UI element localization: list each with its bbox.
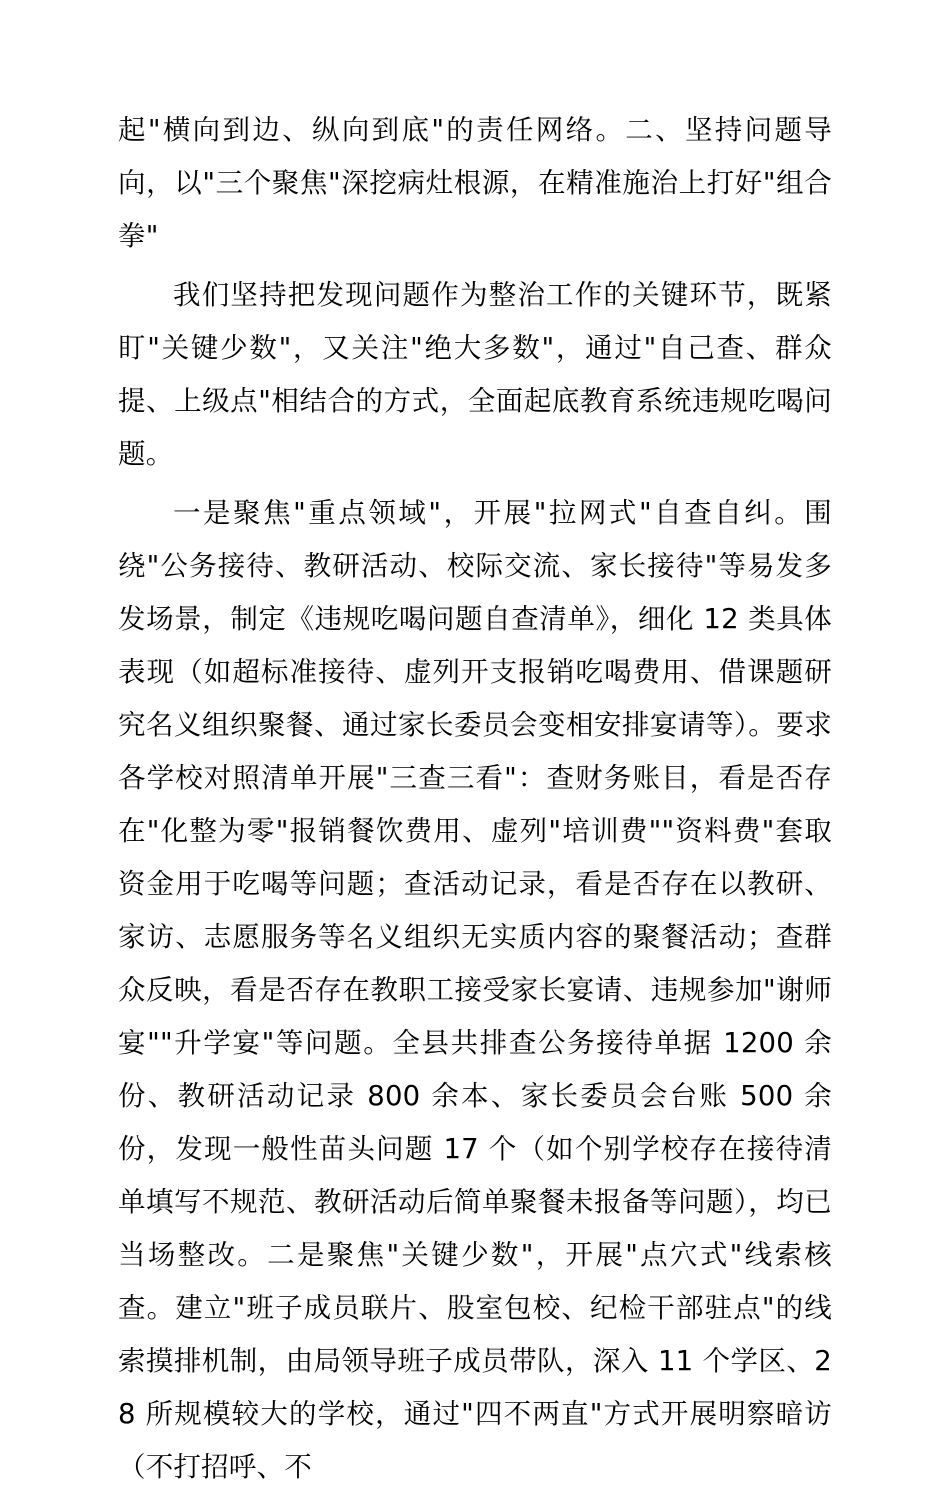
paragraph-1: 起"横向到边、纵向到底"的责任网络。二、坚持问题导向，以"三个聚焦"深挖病灶根源，在精准施治上打好"组合拳" [118,114,832,252]
paragraph-2: 我们坚持把发现问题作为整治工作的关键环节，既紧盯"关键少数"，又关注"绝大多数"，通过"自己查、群众提、上级点"相结合的方式，全面起底教育系统违规吃喝问题。 [118,279,832,470]
paragraph-3: 一是聚焦"重点领域"，开展"拉网式"自查自纠。围绕"公务接待、教研活动、校际交流、家长接待"等易发多发场景，制定《违规吃喝问题自查清单》，细化 12 类具体表现（如超标准接待、虚列开支报销吃喝费用、借课题研究名义组织聚餐、通过家长委员会变相安排宴请等）。要求各学校对照清单开展"三查三看"：查财务账目，看是否存在"化整为零"报销餐饮费用、虚列"培训费""资料费"套取资金用于吃喝等问题；查活动记录，看是否存在以教研、家访、志愿服务等名义组织无实质内容的聚餐活动；查群众反映，看是否存在教职工接受家长宴请、违规参加"谢师宴""升学宴"等问题。全县共排查公务接待单据 1200 余份、教研活动记录 800 余本、家长委员会台账 500 余份，发现一般性苗头问题 17 个（如个别学校存在接待清单填写不规范、教研活动后简单聚餐未报备等问题），均已当场整改。二是聚焦"关键少数"，开展"点穴式"线索核查。建立"班子成员联片、股室包校、纪检干部驻点"的线索摸排机制，由局领导班子成员带队，深入 11 个学区、28 所规模较大的学校，通过"四不两直"方式开展明察暗访（不打招呼、不 [118,497,832,1483]
document-body [118,104,832,1494]
